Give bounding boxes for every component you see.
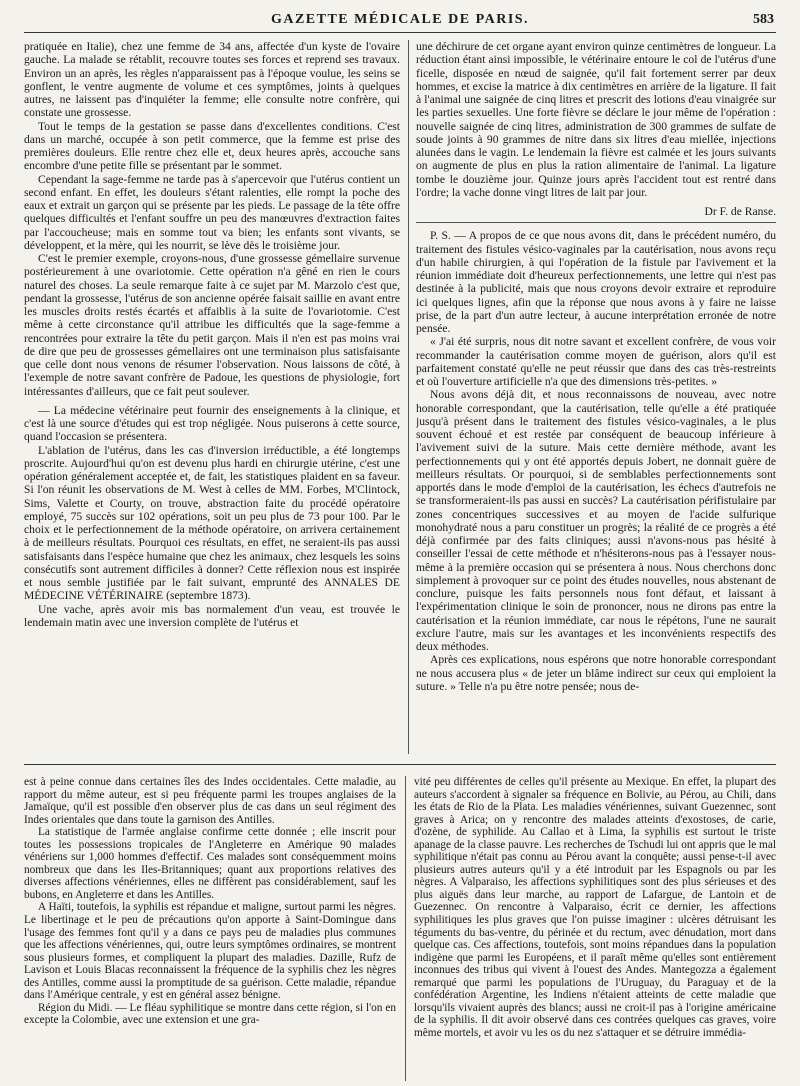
quotation: « J'ai été surpris, nous dit notre savant et excellent confrère, de vous voir recommander la cautérisation comme moyen de guérison, alors qu'il est parfaitement constaté qu'elle ne peut réussir que dans des cas très-restreints et où l'ouverture artificielle n'a que des dimensions très-petites. » — [416, 335, 776, 388]
section-divider — [416, 222, 776, 223]
paragraph: Tout le temps de la gestation se passe dans d'excellentes conditions. C'est dans un marché, occupée à son petit commerce, que la femme est prise des premières douleurs. Elle rentre chez elle et, deux heures après, accouche sans encombre d'une petite fille se présentant par le sommet. — [24, 119, 400, 173]
lower-left-column — [24, 776, 396, 1081]
paragraph: L'ablation de l'utérus, dans les cas d'inversion irréductible, a été longtemps proscrite. Aujourd'hui qu'on est devenu plus hardi en chirurgie utérine, c'est une opération généralement acceptée et, de fait, les statistiques plaident en sa faveur. Si l'on réunit les observations de M. West à celles de MM. Forbes, M'Clintock, Sims, Valette et Courty, on trouve, abstraction faite du procédé opératoire employé, 75 succès sur 102 opérations, soit un peu plus de 73 pour 100. Par le choix et le perfectionnement de la méthode opératoire, on arrivera certainement à de meilleurs résultats. Pourquoi ces résultats, en effet, ne seraient-ils pas aussi satisfaisants dans l'espèce humaine que chez les animaux, chez lesquels les soins consécutifs sont autrement difficiles à donner? Cette réflexion nous est inspirée et nous semble justifiée par le fait suivant, emprunté des ANNALES DE MÉDECINE VÉTÉRINAIRE (septembre 1873). — [24, 443, 400, 603]
column-divider — [405, 776, 406, 1081]
page-header — [24, 12, 776, 33]
paragraph: est à peine connue dans certaines îles des Indes occidentales. Cette maladie, au rapport du même auteur, est si peu fréquente parmi les troupes anglaises de la Jamaïque, qu'il est possible d'en observer plus de cas dans un seul régiment des Indes orientales que dans toute la garnison des Antilles. — [24, 776, 396, 826]
page-number: 583 — [753, 12, 774, 27]
paragraph: Nous avons déjà dit, et nous reconnaissons de nouveau, avec notre honorable correspondant, que la cautérisation, telle qu'elle a été pratiquée jusqu'à présent dans le traitement des fistules vésico-vaginales, a le plus souvent échoué et est restée par conséquent de beaucoup inférieure à l'avivement suivi de la suture. Mais cette dernière méthode, avant les perfectionnements qui y ont été apportés depuis Jobert, ne donnait guère de meilleurs résultats. Or pourquoi, si de semblables perfectionnements sont apportés dans le mode d'emploi de la cautérisation, les échecs d'autrefois ne se transformeraient-ils pas aussi en succès? La cautérisation périfistulaire par zones concentriques successives et au moyen de l'acide sulfurique monohydraté nous a paru constituer un progrès; la réalité de ce progrès a été déjà confirmée par des faits cliniques; aussi n'avons-nous pas hésité à conseiller l'essai de cette méthode et n'hésiterons-nous pas à l'essayer nous-même à la première occasion qui se présentera à nous. Nous cherchons donc simplement à provoquer sur ce point des études nouvelles, nous abstenant de conclure, puisque les faits personnels nous font défaut, et laissant à l'expérimentation clinique le soin de prononcer, nous ne dirons pas entre la cautérisation et la réunion immédiate, car nous le répétons, l'une ne saurait exclure l'autre, mais sur les avantages et les inconvénients respectifs des deux méthodes. — [416, 388, 776, 653]
paragraph: A Haïti, toutefois, la syphilis est répandue et maligne, surtout parmi les nègres. Le libertinage et le peu de précautions qu'on apporte à Saint-Domingue dans l'usage des femmes font qu'il y a dans ce pays peu de maladies plus communes que les affections vénériennes, qui, outre leurs symptômes ordinaires, se montrent sous plusieurs formes, et compliquent la plupart des maladies. Dazille, Rufz de Lavison et Louis Blacas reconnaissent la fréquence de la syphilis chez les nègres des Antilles, comme aussi la promptitude de sa guérison. Cette maladie, répandue dans l'Amérique centrale, y est en général assez bénigne. — [24, 901, 396, 1002]
paragraph: C'est le premier exemple, croyons-nous, d'une grossesse gémellaire survenue postérieurement à une ovariotomie. Cette opération n'a gêné en rien le cours naturel des choses. La seule remarque faite à ce sujet par M. Marzolo c'est que, pendant la grossesse, l'utérus de son ancienne opérée faisait saillie en avant entre les muscles droits restés écartés et affaiblis à la suite de l'ovariotomie. C'est même à cette circonstance qu'il attribue les difficultés que la sage-femme a rencontrées pour extraire la tête du petit garçon. Mais il n'en est pas moins vrai de dire que peu de grossesses gémellaires ont une terminaison plus satisfaisante que celle dont nous venons de résumer l'observation. Nous laissons de côté, à l'exemple de notre savant confrère de Padoue, les questions de physiologie, fort intéressantes d'ailleurs, que ce fait peut soulever. — [24, 252, 400, 398]
paragraph: Après ces explications, nous espérons que notre honorable correspondant ne nous accusera plus « de jeter un blâme indirect sur ceux qui emploient la suture. » Telle n'a pu être notre pensée; nous de- — [416, 653, 776, 693]
author-signature: Dr F. de Ranse. — [704, 205, 776, 218]
paragraph: Région du Midi. — Le fléau syphilitique se montre dans cette région, si l'on en excepte la Colombie, avec une extension et une gra- — [24, 1001, 396, 1027]
journal-title: GAZETTE MÉDICALE DE PARIS. — [270, 12, 530, 27]
paragraph: Cependant la sage-femme ne tarde pas à s'apercevoir que l'utérus contient un second enfant. En effet, les douleurs s'étant ralenties, elle rompt la poche des eaux et extrait un garçon qui se présente par les pieds. Le passage de la tête offre quelques difficultés et l'enfant souffre un peu des manœuvres d'extraction faites par l'accoucheuse; mais en somme tout va bien; les enfants sont vivants, se développent, et la mère, qui les nourrit, se lève dès le troisième jour. — [24, 172, 400, 252]
paragraph: Une vache, après avoir mis bas normalement d'un veau, est trouvée le lendemain matin avec une inversion complète de l'utérus et — [24, 602, 400, 629]
paragraph: vité peu différentes de celles qu'il présente au Mexique. En effet, la plupart des auteurs s'accordent à signaler sa fréquence en Bolivie, au Pérou, au Chili, dans les états de Rio de la Plata. Les maladies vénériennes, suivant Guezennec, sont graves à Arica; on y rencontre des malades atteints d'exostoses, de carie, d'ozène, de syphilide. Au Callao et à Lima, la syphilis est surtout le triste apanage de la classe pauvre. Les recherches de Tschudi lui ont appris que le mal syphilitique n'était pas connu au Pérou avant la conquête; aussi pense-t-il avec plusieurs autres auteurs qu'il y a été introduit par les Espagnols ou par les nègres. A Valparaiso, les affections syphilitiques sont des plus sérieuses et des plus aiguës dans leur marche, au rapport de Lafargue, de Lantoin et de Guezennec. On rencontre à Valparaiso, écrit ce dernier, les affections syphilitiques les plus graves que l'on puisse imaginer : ulcères détruisant les téguments du bas-ventre, du périnée et du rectum, avec dénudation, mort dans quelque cas. Ces affections, toutefois, sont moins répandues dans la population indigène que parmi les Européens, et il paraît même qu'elles sont entièrement inconnues des tribus qui vivent à l'ouest des Andes. Mantegozza a également remarqué que parmi les populations de l'Uruguay, du Paraguay et de la confédération Argentine, les Indiens n'étaient atteints de cette maladie que lorsqu'ils vivaient auprès des blancs; aussi ne croit-il pas à l'origine américaine de la syphilis. Il dit avoir observé dans ces contrées quelques cas graves, voire même mortels, et avoir vu les os du nez s'attaquer et se détruire immédia- — [414, 776, 776, 1039]
upper-right-column — [416, 40, 776, 754]
paragraph: une déchirure de cet organe ayant environ quinze centimètres de longueur. La réduction étant ainsi impossible, le vétérinaire entoure le col de l'utérus d'une ficelle, disposée en nœud de saignée, qu'il fait fortement serrer par deux hommes, et excise la matrice à dix centimètres en arrière de la ligature. Il fait à l'animal une saignée de cinq litres et prescrit des lotions d'eau vinaigrée sur les parties sexuelles. Une forte fièvre se déclare le jour même de l'opération : nouvelle saignée de cinq litres, administration de 300 grammes de sulfate de soude joints à 90 grammes de nitre dans six litres d'eau miellée, injections alunées dans le vagin. Le lendemain la fièvre est calmée et les jours suivants on augmente de plus en plus la ration alimentaire de l'animal. La ligature tombe le douzième jour. Quinze jours après l'accident tout est rentré dans l'ordre; la vache donne vingt litres de lait par jour. — [416, 40, 776, 199]
paragraph: pratiquée en Italie), chez une femme de 34 ans, affectée d'un kyste de l'ovaire gauche. La malade se rétablit, recouvre toutes ses forces et reprend ses travaux. Environ un an après, les règles n'apparaissent pas à l'époque voulue, les seins se gonflent, le ventre augmente de volume et ces symptômes, joints à quelques autres, ne laissent pas d'inquiéter la femme; elle consulte notre confrère, qui constate une grossesse. — [24, 40, 400, 120]
paragraph: P. S. — A propos de ce que nous avons dit, dans le précédent numéro, du traitement des fistules vésico-vaginales par la cautérisation, nous avons reçu d'un habile chirurgien, à qui l'opération de la fistule par l'avivement et la réunion immédiate doit d'heureux perfectionnements, une lettre qui n'est pas destinée à la publicité, mais que nous croyons devoir extraire et reproduire ici quelques lignes, afin que la réponse que nous avons à y faire ne laisse prise, de la part d'un autre lecteur, à aucune interprétation erronée de notre pensée. — [416, 229, 776, 335]
lower-right-column — [414, 776, 776, 1081]
upper-left-column — [24, 40, 400, 754]
feuilleton-divider — [24, 764, 776, 765]
paragraph: — La médecine vétérinaire peut fournir des enseignements à la clinique, et c'est là une source d'études qui est trop négligée. Nous puiserons à cette source, quand l'occasion se présentera. — [24, 403, 400, 444]
paragraph: La statistique de l'armée anglaise confirme cette donnée ; elle inscrit pour toutes les possessions tropicales de l'Angleterre en Amérique 90 malades vénériens sur 1,000 hommes d'effectif. Ces malades sont conséquemment moins nombreux que dans les Iles-Britanniques; quant aux proportions relatives des diverses affections vénériennes, elles ne diffèrent pas considérablement, sauf les bubons, en Angleterre et dans les Antilles. — [24, 826, 396, 901]
column-divider — [408, 40, 409, 754]
